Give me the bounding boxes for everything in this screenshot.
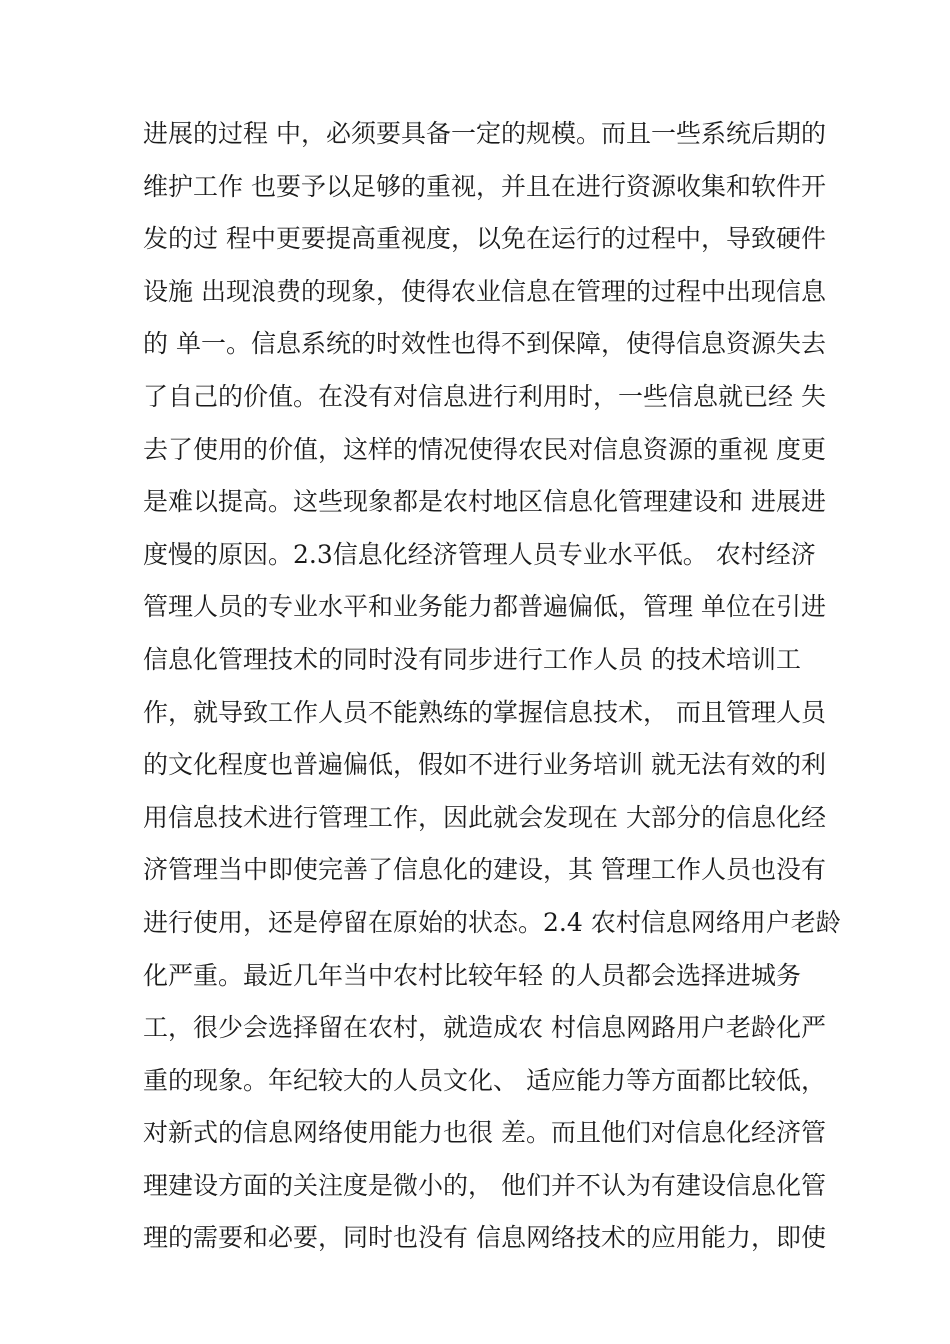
text-line: 理建设方面的关注度是微小的， 他们并不认为有建设信息化管: [143, 1170, 826, 1200]
text-line: 的文化程度也普遍偏低，假如不进行业务培训 就无法有效的利: [143, 750, 826, 780]
body-text: [143, 108, 843, 1265]
text-line: 维护工作 也要予以足够的重视，并且在进行资源收集和软件开: [143, 171, 826, 201]
text-line: 化严重。最近几年当中农村比较年轻 的人员都会选择进城务: [143, 960, 801, 990]
text-line: 进行使用，还是停留在原始的状态。2.4 农村信息网络用户老龄: [143, 907, 841, 937]
text-line: 管理人员的专业水平和业务能力都普遍偏低，管理 单位在引进: [143, 592, 826, 622]
text-line: 设施 出现浪费的现象，使得农业信息在管理的过程中出现信息: [143, 276, 826, 306]
text-line: 的 单一。信息系统的时效性也得不到保障，使得信息资源失去: [143, 329, 826, 359]
text-line: 理的需要和必要，同时也没有 信息网络技术的应用能力，即使: [143, 1223, 826, 1253]
text-line: 发的过 程中更要提高重视度，以免在运行的过程中，导致硬件: [143, 224, 826, 254]
text-line: 了自己的价值。在没有对信息进行利用时，一些信息就已经 失: [143, 381, 826, 411]
text-line: 作，就导致工作人员不能熟练的掌握信息技术， 而且管理人员: [143, 697, 826, 727]
text-line: 度慢的原因。2.3信息化经济管理人员专业水平低。 农村经济: [143, 539, 816, 569]
text-line: 对新式的信息网络使用能力也很 差。而且他们对信息化经济管: [143, 1118, 826, 1148]
text-line: 济管理当中即使完善了信息化的建设，其 管理工作人员也没有: [143, 855, 826, 885]
text-line: 是难以提高。这些现象都是农村地区信息化管理建设和 进展进: [143, 487, 826, 517]
text-line: 重的现象。年纪较大的人员文化、 适应能力等方面都比较低，: [143, 1065, 826, 1095]
text-line: 用信息技术进行管理工作，因此就会发现在 大部分的信息化经: [143, 802, 826, 832]
text-line: 信息化管理技术的同时没有同步进行工作人员 的技术培训工: [143, 644, 801, 674]
text-line: 工，很少会选择留在农村，就造成农 村信息网路用户老龄化严: [143, 1013, 826, 1043]
text-line: 去了使用的价值，这样的情况使得农民对信息资源的重视 度更: [143, 434, 826, 464]
text-line: 进展的过程 中，必须要具备一定的规模。而且一些系统后期的: [143, 119, 826, 148]
